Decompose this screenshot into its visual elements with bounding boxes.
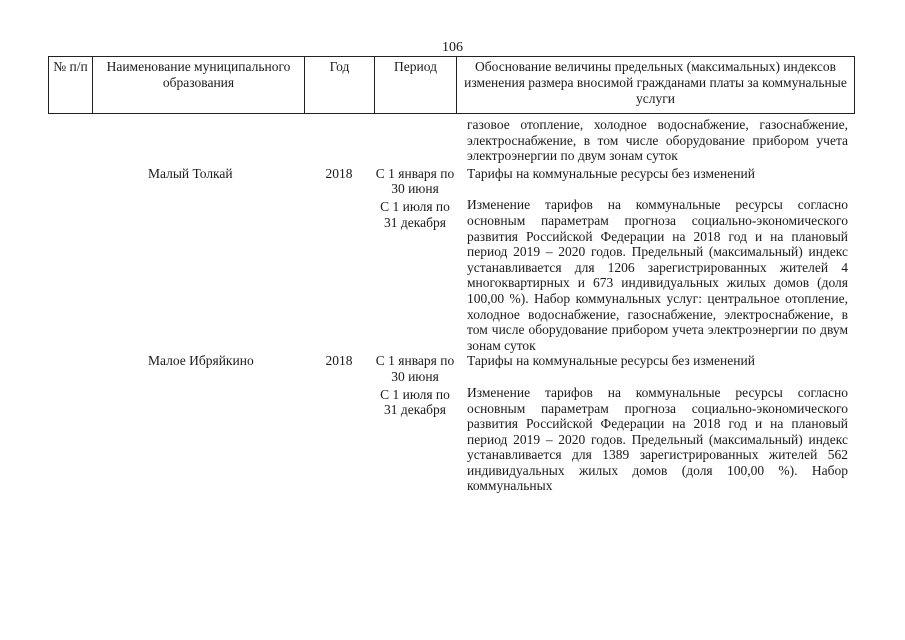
basis-cell [456,166,848,354]
municipality-name: Малое Ибряйкино [148,353,254,369]
year-cell: 2018 [325,353,353,369]
table-header [48,56,855,114]
page-number: 106 [442,40,463,55]
basis-first-half: Тарифы на коммунальные ресурсы без изменений [467,353,755,369]
period-first-half: С 1 января по 30 июня [375,353,455,384]
period-cell [374,353,456,494]
header-basis: Обоснование величины предельных (максимальных) индексов изменения размера вносимой гражданами платы за коммунальные услуги [457,57,855,114]
period-second-half: С 1 июля по 31 декабря [380,386,450,418]
continuation-text: газовое отопление, холодное водоснабжение, газоснабжение, электроснабжение, в том числе оборудование прибором учета электроэнергии по двум зонам суток [467,117,848,164]
continuation-row [48,117,854,164]
table-row [48,353,854,494]
table-row [48,166,854,354]
municipality-name: Малый Толкай [148,165,233,181]
period-cell [374,166,456,354]
basis-first-half: Тарифы на коммунальные ресурсы без изменений [467,165,755,181]
basis-cell [456,353,848,494]
period-second-half: С 1 июля по 31 декабря [380,198,450,230]
header-year: Год [305,57,375,114]
year-cell: 2018 [325,165,353,181]
header-period: Период [375,57,457,114]
period-first-half: С 1 января по 30 июня [375,165,455,197]
basis-second-half: Изменение тарифов на коммунальные ресурсы согласно основным параметрам прогноза социально-экономического развития Российской Федерации на 2018 год и на плановый период 2019 – 2020 годов. Предельный (максимальный) индекс устанавливается для 1389 зарегистрированных жителей 562 индивидуальных жилых домов (доля 100,00 %). Набор коммунальных [467,384,848,494]
table-body [48,117,854,494]
basis-second-half: Изменение тарифов на коммунальные ресурсы согласно основным параметрам прогноза социально-экономического развития Российской Федерации на 2018 год и на плановый период 2019 – 2020 годов. Предельный (максимальный) индекс устанавливается для 1206 зарегистрированных жителей 4 многоквартирных и 673 индивидуальных жилых домов (доля 100,00 %). Набор коммунальных услуг: центральное отопление, холодное водоснабжение, газоснабжение, электроснабжение, в том числе оборудование прибором учета электроэнергии по двум зонам суток [467,197,848,353]
header-municipality: Наименование муниципального образования [93,57,305,114]
header-number: № п/п [49,57,93,114]
